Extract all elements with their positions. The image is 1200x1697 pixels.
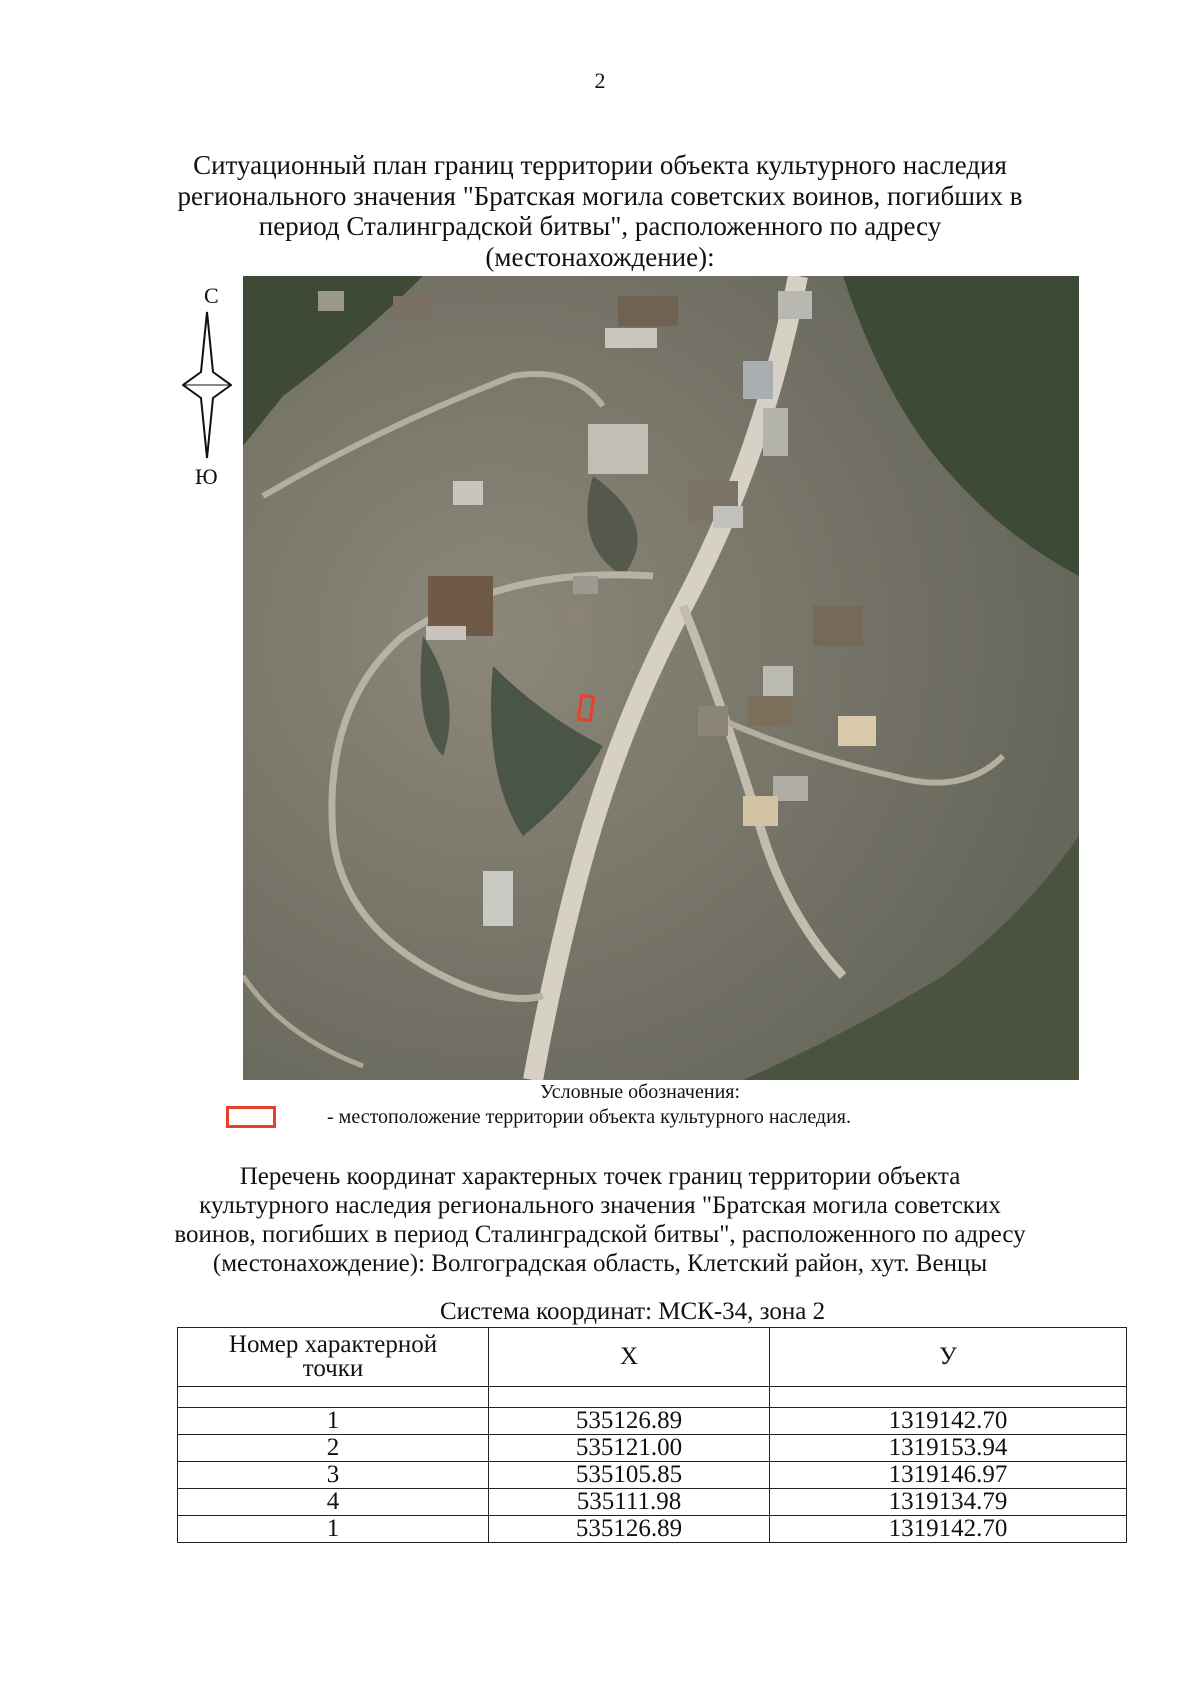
cell-y: 1319142.70 (770, 1408, 1127, 1435)
map-building (743, 796, 778, 826)
map-building (618, 296, 678, 326)
coordinates-table (177, 1327, 1127, 1543)
list-title-line: Перечень координат характерных точек границ территории объекта (239, 1163, 961, 1190)
cell-x: 535126.89 (489, 1516, 770, 1543)
cell-y: 1319142.70 (770, 1516, 1127, 1543)
map-building (748, 696, 793, 726)
map-building (838, 716, 876, 746)
map-building (763, 408, 788, 456)
header-point-line: Номер характерной (228, 1331, 438, 1358)
map-building (588, 424, 648, 474)
header-x: X (489, 1328, 770, 1387)
map-building (483, 871, 513, 926)
map-building (426, 626, 466, 640)
legend-title: Условные обозначения: (540, 1081, 741, 1103)
cell-point: 2 (178, 1435, 489, 1462)
cell-point: 3 (178, 1462, 489, 1489)
cell-y: 1319146.97 (770, 1462, 1127, 1489)
cell-point: 4 (178, 1489, 489, 1516)
table-row (178, 1516, 1127, 1543)
table-spacer-row (178, 1387, 1127, 1408)
coordinate-system-label: Система координат: МСК-34, зона 2 (440, 1298, 826, 1325)
map-building (573, 576, 598, 594)
table-row (178, 1435, 1127, 1462)
compass-arrow-icon (182, 310, 232, 460)
table-row (178, 1462, 1127, 1489)
table-row (178, 1489, 1127, 1516)
map-building (563, 606, 583, 630)
title-line: Ситуационный план границ территории объекта культурного наследия (193, 150, 1007, 180)
header-y: У (770, 1328, 1127, 1387)
map-building (743, 361, 773, 399)
coordinates-list-title (150, 1162, 1050, 1278)
map-building (813, 606, 863, 646)
map-building (393, 296, 431, 322)
table-row (178, 1408, 1127, 1435)
map-building (778, 291, 812, 319)
list-title-line: культурного наследия регионального значения "Братская могила советских (199, 1192, 1001, 1219)
page-number: 2 (594, 68, 606, 93)
title-line: регионального значения "Братская могила советских воинов, погибших в (177, 180, 1023, 211)
list-title-line: воинов, погибших в период Сталинградской битвы", расположенного по адресу (174, 1221, 1026, 1248)
header-point-number (178, 1328, 489, 1387)
cell-x: 535111.98 (489, 1489, 770, 1516)
header-point-line: точки (302, 1355, 364, 1382)
cell-x: 535126.89 (489, 1408, 770, 1435)
title-line: период Сталинградской битвы", расположенного по адресу (местонахождение): (258, 211, 942, 272)
map-building (605, 328, 657, 348)
map-building (318, 291, 344, 311)
legend-item: - местоположение территории объекта культурного наследия. (327, 1106, 852, 1128)
cell-point: 1 (178, 1408, 489, 1435)
map-building (773, 776, 808, 801)
cell-point: 1 (178, 1516, 489, 1543)
compass-north-label: С (204, 283, 219, 308)
legend-swatch (226, 1106, 276, 1128)
map-building (698, 706, 728, 736)
compass-south-label: Ю (195, 464, 218, 489)
map-building (713, 506, 743, 528)
cell-y: 1319134.79 (770, 1489, 1127, 1516)
list-title-line: (местонахождение): Волгоградская область, Клетский район, хут. Венцы (212, 1250, 988, 1277)
cell-x: 535121.00 (489, 1435, 770, 1462)
cell-y: 1319153.94 (770, 1435, 1127, 1462)
map-building (453, 481, 483, 505)
satellite-map (243, 276, 1079, 1080)
cell-x: 535105.85 (489, 1462, 770, 1489)
